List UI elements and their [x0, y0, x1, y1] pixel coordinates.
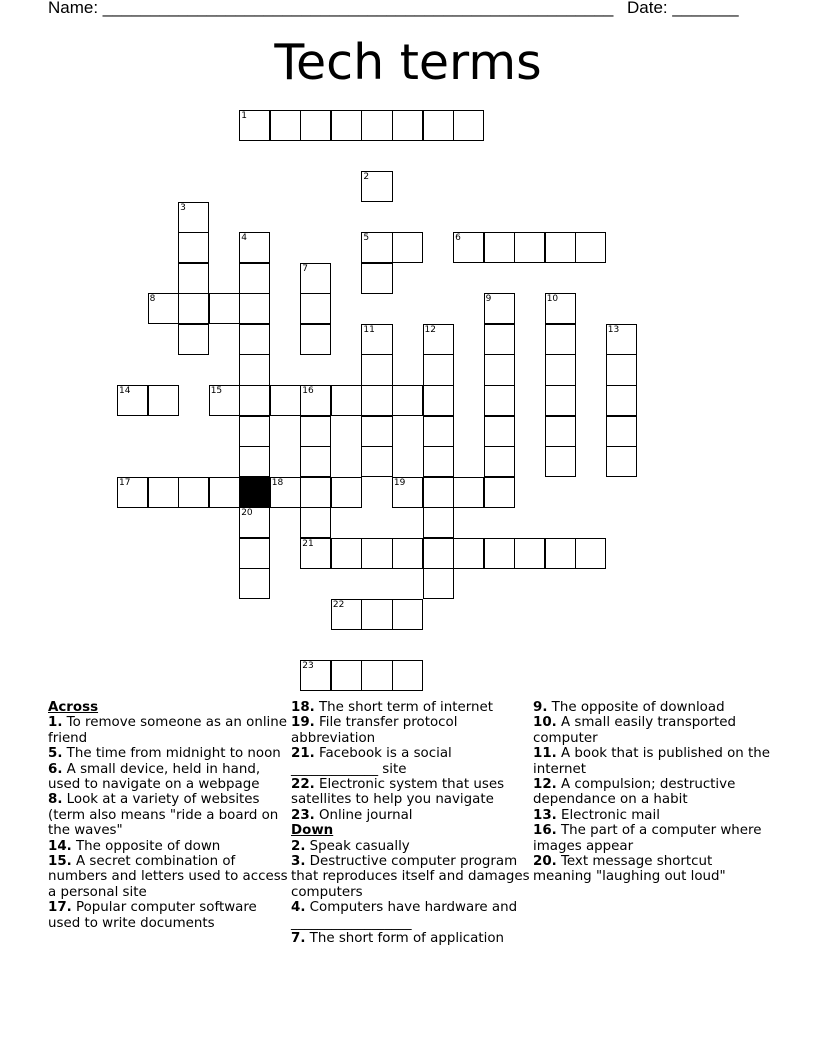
- grid-cell[interactable]: [484, 354, 515, 385]
- grid-cell[interactable]: [239, 568, 270, 599]
- grid-cell[interactable]: [423, 477, 454, 508]
- grid-cell[interactable]: [178, 232, 209, 263]
- grid-cell[interactable]: [392, 385, 423, 416]
- clue-text: Electronic system that uses satellites to help you navigate: [291, 777, 505, 808]
- clue-text: A compulsion; destructive dependance on a habit: [533, 777, 736, 808]
- grid-cell[interactable]: [423, 507, 454, 538]
- clue-text: The opposite of down: [71, 838, 221, 854]
- grid-cell[interactable]: [392, 110, 423, 141]
- grid-cell[interactable]: [545, 416, 576, 447]
- grid-cell[interactable]: [423, 446, 454, 477]
- grid-number: 11: [363, 324, 375, 335]
- grid-cell[interactable]: [392, 538, 423, 569]
- clue-item: [533, 823, 773, 854]
- date-field-label: Date: _______: [627, 0, 739, 17]
- clue-number: 13.: [533, 807, 557, 823]
- grid-cell[interactable]: [209, 477, 240, 508]
- grid-cell[interactable]: [361, 110, 392, 141]
- clue-text: The time from midnight to noon: [62, 746, 281, 762]
- grid-cell[interactable]: [514, 538, 545, 569]
- grid-cell[interactable]: [331, 660, 362, 691]
- clue-item: [291, 700, 531, 715]
- grid-cell[interactable]: [484, 324, 515, 355]
- down-heading: Down: [291, 823, 334, 839]
- grid-number: 10: [546, 294, 559, 305]
- clues-column-1: [48, 700, 288, 931]
- clue-text: The short term of internet: [314, 700, 493, 715]
- grid-cell[interactable]: [148, 385, 179, 416]
- clue-number: 17.: [48, 900, 72, 916]
- grid-cell[interactable]: [545, 385, 576, 416]
- grid-number: 4: [241, 233, 247, 244]
- clue-text: Text message shortcut meaning "laughing out loud": [533, 854, 726, 885]
- clue-text: A secret combination of numbers and letters used to access a personal site: [48, 854, 288, 900]
- clue-text: To remove someone as an online friend: [48, 715, 287, 746]
- grid-cell[interactable]: [361, 385, 392, 416]
- grid-cell[interactable]: [239, 538, 270, 569]
- grid-cell[interactable]: [423, 385, 454, 416]
- grid-cell[interactable]: [239, 293, 270, 324]
- clue-number: 1.: [48, 715, 63, 731]
- grid-cell[interactable]: [423, 354, 454, 385]
- grid-cell[interactable]: [178, 324, 209, 355]
- clue-item: [48, 854, 288, 900]
- grid-cell[interactable]: [239, 324, 270, 355]
- clue-number: 8.: [48, 792, 63, 808]
- grid-cell[interactable]: [300, 446, 331, 477]
- clue-number: 22.: [291, 777, 315, 793]
- grid-number: 13: [607, 324, 620, 335]
- grid-cell[interactable]: [453, 477, 484, 508]
- grid-number: 3: [180, 202, 186, 213]
- grid-cell[interactable]: [392, 599, 423, 630]
- grid-cell[interactable]: [423, 416, 454, 447]
- grid-cell[interactable]: [545, 324, 576, 355]
- grid-cell[interactable]: [361, 416, 392, 447]
- grid-cell[interactable]: [239, 354, 270, 385]
- grid-number: 15: [210, 385, 223, 396]
- grid-cell[interactable]: [300, 477, 331, 508]
- clue-number: 2.: [291, 838, 306, 854]
- grid-number: 1: [241, 111, 247, 121]
- clues-column-2: [291, 700, 531, 947]
- grid-cell[interactable]: [423, 538, 454, 569]
- clue-item: [533, 715, 773, 746]
- grid-cell[interactable]: [514, 232, 545, 263]
- grid-number: 5: [363, 233, 370, 244]
- grid-number: 8: [149, 294, 156, 305]
- clue-item: [533, 808, 773, 823]
- grid-cell[interactable]: [545, 232, 576, 263]
- clue-item: [291, 854, 531, 900]
- grid-cell[interactable]: [178, 293, 209, 324]
- grid-cell[interactable]: [239, 416, 270, 447]
- grid-number: 14: [119, 385, 131, 396]
- clue-item: [533, 700, 773, 715]
- grid-cell[interactable]: [270, 110, 301, 141]
- clue-number: 15.: [48, 854, 72, 870]
- clue-text: A small easily transported computer: [533, 715, 736, 746]
- grid-number: 6: [455, 233, 461, 244]
- grid-cell[interactable]: [392, 232, 423, 263]
- grid-cell[interactable]: [606, 416, 637, 447]
- clue-number: 12.: [533, 777, 557, 793]
- clue-text: Online journal: [314, 807, 413, 823]
- grid-number: 12: [424, 324, 436, 335]
- clue-item: [291, 777, 531, 808]
- grid-cell[interactable]: [423, 568, 454, 599]
- clue-item: [533, 854, 773, 885]
- clue-text: The part of a computer where images appear: [533, 823, 762, 854]
- clue-item: [48, 900, 288, 931]
- grid-cell[interactable]: [270, 385, 301, 416]
- grid-cell[interactable]: [361, 538, 392, 569]
- clue-text: File transfer protocol abbreviation: [291, 715, 458, 746]
- grid-cell[interactable]: [300, 293, 331, 324]
- grid-number: 7: [302, 263, 309, 274]
- across-heading: Across: [48, 700, 99, 715]
- clue-number: 7.: [291, 931, 306, 947]
- clue-text: The opposite of download: [547, 700, 725, 715]
- black-cell: [239, 477, 270, 508]
- grid-cell[interactable]: [453, 538, 484, 569]
- clue-number: 10.: [533, 715, 557, 731]
- clue-item: [291, 900, 531, 931]
- grid-cell[interactable]: [178, 477, 209, 508]
- grid-cell[interactable]: [239, 263, 270, 294]
- clue-number: 9.: [533, 700, 548, 715]
- clue-text: A book that is published on the internet: [533, 746, 771, 777]
- clue-item: [533, 777, 773, 808]
- clue-number: 19.: [291, 715, 315, 731]
- grid-cell[interactable]: [300, 110, 331, 141]
- grid-cell[interactable]: [575, 538, 606, 569]
- grid-cell[interactable]: [484, 385, 515, 416]
- grid-cell[interactable]: [545, 446, 576, 477]
- grid-cell[interactable]: [392, 660, 423, 691]
- grid-cell[interactable]: [331, 477, 362, 508]
- grid-cell[interactable]: [545, 538, 576, 569]
- grid-cell[interactable]: [545, 354, 576, 385]
- grid-cell[interactable]: [361, 446, 392, 477]
- clue-text: Facebook is a social _____________ site: [291, 746, 452, 777]
- grid-cell[interactable]: [239, 385, 270, 416]
- grid-cell[interactable]: [331, 385, 362, 416]
- name-field-label: Name: ______________________________________________________: [48, 0, 614, 17]
- clue-text: The short form of application: [305, 931, 504, 947]
- clue-number: 21.: [291, 746, 315, 762]
- clue-item: [291, 931, 531, 946]
- clue-text: Electronic mail: [556, 807, 660, 823]
- grid-cell[interactable]: [361, 660, 392, 691]
- clue-number: 16.: [533, 823, 557, 839]
- grid-number: 18: [271, 477, 284, 488]
- clue-number: 20.: [533, 854, 557, 870]
- clue-text: A small device, held in hand, used to navigate on a webpage: [48, 761, 261, 793]
- grid-cell[interactable]: [484, 477, 515, 508]
- grid-number: 2: [363, 172, 370, 183]
- clue-item: [48, 762, 288, 793]
- clue-item: [533, 746, 773, 777]
- grid-number: 17: [119, 477, 131, 488]
- grid-cell[interactable]: [484, 416, 515, 447]
- grid-cell[interactable]: [300, 324, 331, 355]
- clues-column-3: [533, 700, 773, 885]
- clue-number: 6.: [48, 761, 63, 777]
- grid-cell[interactable]: [484, 538, 515, 569]
- clue-number: 23.: [291, 807, 315, 823]
- clue-number: 11.: [533, 746, 557, 762]
- grid-cell[interactable]: [148, 477, 179, 508]
- grid-cell[interactable]: [606, 446, 637, 477]
- grid-cell[interactable]: [575, 232, 606, 263]
- clue-text: Destructive computer program that reproduces itself and damages computers: [291, 854, 530, 900]
- grid-cell[interactable]: [361, 599, 392, 630]
- grid-cell[interactable]: [331, 538, 362, 569]
- grid-cell[interactable]: [300, 507, 331, 538]
- grid-cell[interactable]: [331, 110, 362, 141]
- grid-cell[interactable]: [484, 446, 515, 477]
- grid-cell[interactable]: [209, 293, 240, 324]
- clue-item: [291, 839, 531, 854]
- grid-cell[interactable]: [361, 354, 392, 385]
- clue-text: Computers have hardware and __________________: [291, 900, 518, 931]
- clue-number: 14.: [48, 838, 72, 854]
- grid-number: 9: [485, 294, 492, 305]
- clue-item: [48, 746, 288, 761]
- grid-cell[interactable]: [239, 446, 270, 477]
- clue-number: 5.: [48, 746, 63, 762]
- clue-item: [291, 715, 531, 746]
- grid-cell[interactable]: [606, 385, 637, 416]
- grid-cell[interactable]: [453, 110, 484, 141]
- clue-number: 18.: [291, 700, 315, 715]
- grid-cell[interactable]: [606, 354, 637, 385]
- grid-cell[interactable]: [484, 232, 515, 263]
- clue-number: 4.: [291, 900, 306, 916]
- clue-item: [48, 715, 288, 746]
- clue-number: 3.: [291, 854, 306, 870]
- clue-item: [291, 746, 531, 777]
- clue-text: Look at a variety of websites (term also means "ride a board on the waves": [48, 792, 279, 839]
- grid-number: 22: [332, 599, 345, 610]
- grid-number: 23: [302, 660, 314, 671]
- grid-cell[interactable]: [361, 263, 392, 294]
- grid-cell[interactable]: [300, 416, 331, 447]
- grid-cell[interactable]: [178, 263, 209, 294]
- clue-text: Popular computer software used to write documents: [48, 900, 257, 931]
- grid-number: 20: [241, 508, 253, 519]
- grid-number: 19: [393, 477, 406, 488]
- clue-item: [48, 839, 288, 854]
- grid-cell[interactable]: [423, 110, 454, 141]
- puzzle-title: Tech terms: [274, 34, 542, 91]
- clue-item: [291, 808, 531, 823]
- clue-text: Speak casually: [305, 838, 410, 854]
- clue-item: [48, 792, 288, 838]
- grid-number: 21: [302, 538, 314, 549]
- grid-number: 16: [302, 385, 314, 396]
